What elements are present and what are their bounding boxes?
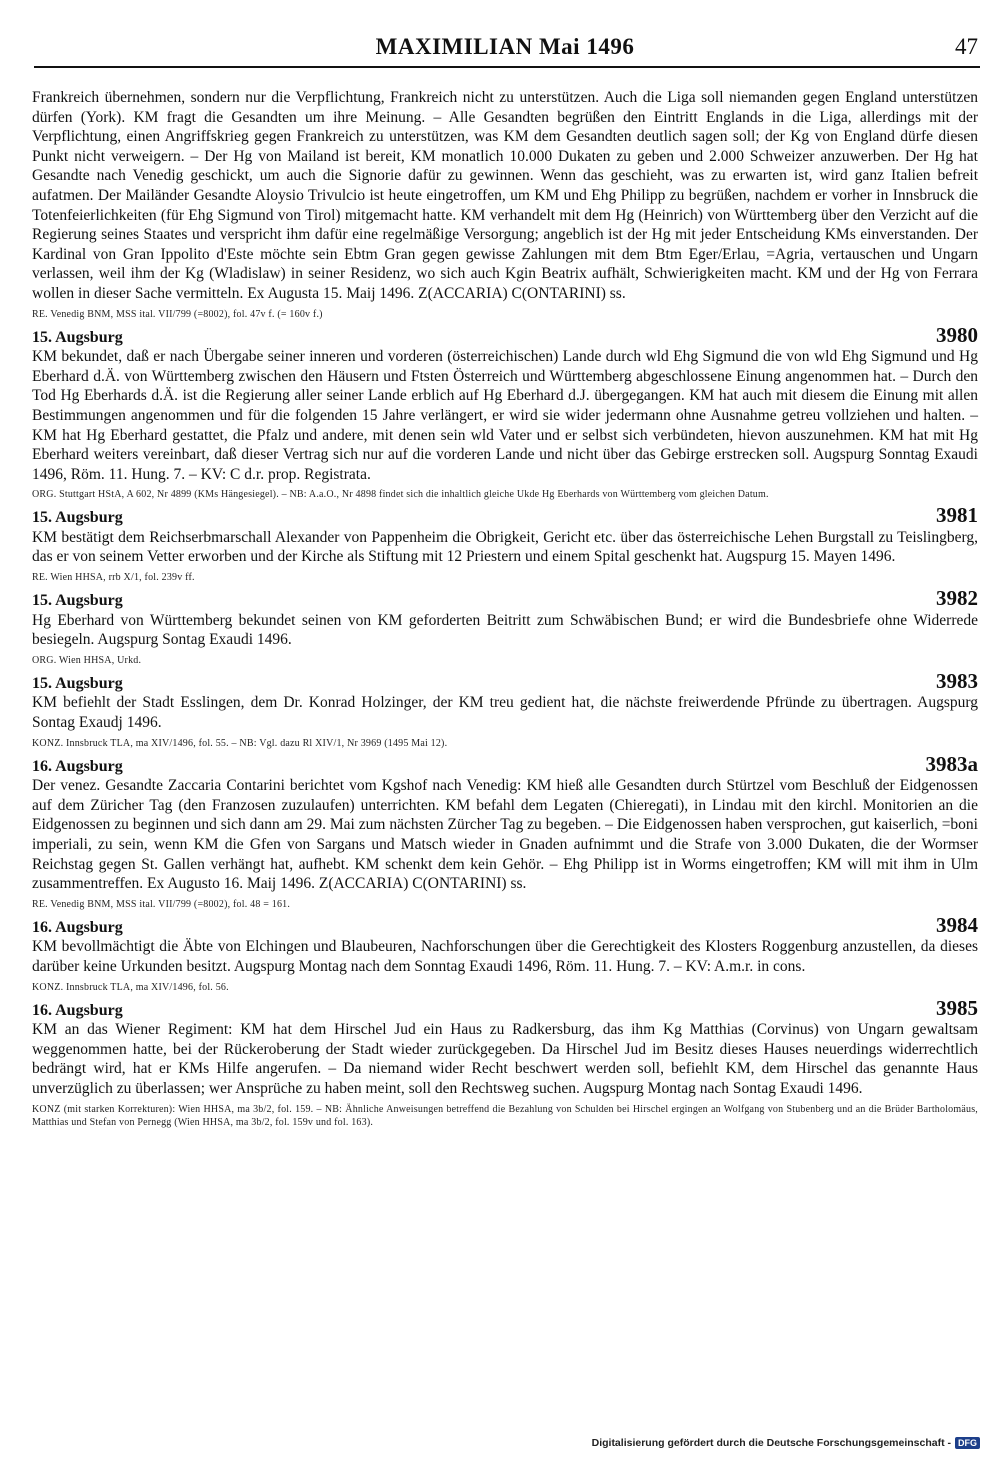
entry-source: KONZ (mit starken Korrekturen): Wien HHSA, ma 3b/2, fol. 159. – NB: Ähnliche Anweisungen betreffend die Bezahlung von Schulden bei Hirschel ergingen an Wolfgang von Stubenberg und an die Brüder Bartholomäus, Matthias und Stefan von Pernegg (Wien HHSA, ma 3b/2, fol. 159v und fol. 163). [32,1103,978,1128]
entry-3981 [32,503,978,584]
entry-text: Hg Eberhard von Württemberg bekundet seinen von KM geforderten Beitritt zum Schwäbischen Bund; er wird die Bundesbriefe ohne Widerrede besiegeln. Augspurg Sontag Exaudi 1496. [32,611,978,649]
entry-number: 3981 [936,503,978,528]
entry-text: Der venez. Gesandte Zaccaria Contarini berichtet vom Kgshof nach Venedig: KM hieß alle Gesandten durch Stürtzel vom Beschluß der Eidgenossen auf dem Züricher Tag (den Franzosen zuzulaufen) unterrichten. KM befahl dem Legaten (Chieregati), in Lindau mit den kirchl. Monitorien an die Eidgenossen zu beginnen und sich dann am 29. Mai zum nächsten Zürcher Tag zu begeben. – Die Eidgenossen haben versprochen, gut kaiserlich, =boni imperiali, zu sein, wenn KM die Gfen von Sargans und Matsch wieder in Gnaden aufnimmt und die Strafe von 3.000 Dukaten, die der Wormser Reichstag gegen St. Gallen verhängt hat, aufhebt. KM schenkt dem kein Gehör. – Ehg Philipp ist in Worms eingetroffen; KM will mit ihm in Ulm zusammentreffen. Ex Augusto 16. Maij 1496. Z(ACCARIA) C(ONTARINI) ss. [32,777,978,893]
entry-3985 [32,995,978,1129]
entry-source: ORG. Stuttgart HStA, A 602, Nr 4899 (KMs Hängesiegel). – NB: A.a.O., Nr 4898 findet sich die inhaltlich gleiche Ukde Hg Eberhards von Württemberg vom gleichen Datum. [32,489,769,501]
page-body [32,88,978,1134]
entry-heading [32,668,978,694]
entry-number: 3980 [936,322,978,347]
intro-text: Frankreich übernehmen, sondern nur die Verpflichtung, Frankreich nicht zu unterstützen. Auch die Liga soll niemanden gegen England unterstützen dürfen (York). KM fragt die Gesandten um ihre Meinung. – Alle Gesandten begrüßen den Eintritt Englands in die Liga, allerdings mit der Verpflichtung, einen Angriffskrieg gegen Frankreich zu unterstützen, was KM dem Gesandten deutlich sagen soll; der Kg von England dürfe diesen Punkt nicht verweigern. – Der Hg von Mailand ist bereit, KM monatlich 10.000 Dukaten zu geben und 2.000 Schweizer anzuwerben. Der Hg hat Gesandte nach Venedig geschickt, um auch die Signorie dafür zu gewinnen. Wenn das geschieht, was zu erwarten ist, wird ganz Italien befreit aufatmen. Der Mailänder Gesandte Aloysio Trivulcio ist heute eingetroffen, um KM und Ehg Philipp zu begrüßen, nachdem er vorher in Innsbruck die Totenfeierlichkeiten (für Ehg Sigmund von Tirol) mitgemacht hatte. KM verhandelt mit dem Hg (Heinrich) von Württemberg über den Verzicht auf die Regierung seines Staates und verspricht ihm dafür eine regelmäßige Versorgung; angeblich ist der Hg mit jeder Entscheidung KMs einverstanden. Der Kardinal von Gran Ippolito d'Este möchte sein Ebtm Gran gegen gewisse Zahlungen mit dem Btm Eger/Erlau, =Agria, vertauschen und Ungarn verlassen, weil ihm der Kg (Wladislaw) in seiner Residenz, wo sich auch Kgin Beatrix aufhält, Schwierigkeiten macht. KM und der Hg von Ferrara wollen in dieser Sache vermitteln. Ex Augusta 15. Maij 1496. Z(ACCARIA) C(ONTARINI) ss. [32,89,978,302]
entry-date: 15. Augsburg [32,509,123,527]
intro-source: RE. Venedig BNM, MSS ital. VII/799 (=8002), fol. 47v f. (= 160v f.) [32,308,323,320]
entry-3983a [32,751,978,911]
entry-source: KONZ. Innsbruck TLA, ma XIV/1496, fol. 55. – NB: Vgl. dazu Rl XIV/1, Nr 3969 (1495 Mai 12). [32,737,448,749]
entry-date: 16. Augsburg [32,757,123,775]
entry-date: 15. Augsburg [32,328,123,346]
entry-3980 [32,322,978,502]
dfg-logo: DFG [955,1437,980,1449]
entry-date: 15. Augsburg [32,592,123,610]
running-title: MAXIMILIAN Mai 1496 [375,34,635,59]
page-header [30,30,980,70]
footer-text: Digitalisierung gefördert durch die Deutsche Forschungsgemeinschaft - [591,1437,951,1449]
entry-heading [32,503,978,528]
entry-heading [32,751,978,777]
entry-number: 3983a [925,751,978,776]
entry-text: KM bevollmächtigt die Äbte von Elchingen und Blaubeuren, Nachforschungen über die Gerechtigkeit des Klosters Roggenburg anzustellen, da dieses darüber keine Urkunden besitzt. Augspurg Montag nach dem Sonntag Exaudi 1496, Röm. 11. Hung. 7. – KV: A.m.r. in cons. [32,938,978,975]
entry-source: RE. Wien HHSA, rrb X/1, fol. 239v ff. [32,572,195,584]
entry-number: 3985 [936,995,978,1020]
entry-3982 [32,586,978,667]
entry-3984 [32,912,978,994]
entry-text: KM befiehlt der Stadt Esslingen, dem Dr. Konrad Holzinger, der KM treu gedient hat, die nächste freiwerdende Pfründe zu übertragen. Augspurg Sontag Exaudj 1496. [32,694,978,732]
digitization-footer [592,1437,980,1449]
entry-number: 3984 [936,912,978,937]
entry-heading [32,322,978,348]
page-number: 47 [955,34,978,59]
entry-heading [32,995,978,1021]
entry-text: KM bestätigt dem Reichserbmarschall Alexander von Pappenheim die Obrigkeit, Gericht etc. über das österreichische Lehen Burgstall zu Teislingberg, das er von seinem Vetter erworben und der Kirche als Stiftung mit 12 Priestern und einem Spital geschenkt hat. Augspurg 15. Mayen 1496. [32,528,978,566]
entry-number: 3982 [936,586,978,611]
entry-source: KONZ. Innsbruck TLA, ma XIV/1496, fol. 56. [32,981,229,993]
entry-3983 [32,668,978,750]
header-rule [34,66,980,68]
entry-date: 16. Augsburg [32,918,123,936]
entry-source: RE. Venedig BNM, MSS ital. VII/799 (=8002), fol. 48 = 161. [32,898,291,910]
entry-heading [32,586,978,611]
entry-source: ORG. Wien HHSA, Urkd. [32,654,142,666]
entry-text: KM bekundet, daß er nach Übergabe seiner inneren und vorderen (österreichischen) Lande durch wld Ehg Sigmund die von wld Ehg Sigmund und Hg Eberhard d.Ä. von Württemberg zwischen den Häusern und Ftsten Österreich und Württemberg abgeschlossene Einung angenommen hat. – Durch den Tod Hg Eberhards d.Ä. ist die Regierung aller seiner Lande erblich auf Hg Eberhard d.J. übergegangen. KM hat auch mit diesem die Einung mit allen Bestimmungen angenommen und für die folgenden 15 Jahre verlängert, er wird sie wider jedermann ohne Ausnahme getreu vollziehen und halten. – KM hat Hg Eberhard gestattet, die Pfalz und andere, mit denen sein wld Vater und er selbst sich verbündeten, hievon auszunehmen. KM hat mit Hg Eberhard weiters vereinbart, daß dieser Vertrag sich nur auf die vorderen Lande und nicht über das Gebirge erstrecken soll. Augspurg Sonntag Exaudi 1496, Röm. 11. Hung. 7. – KV: C d.r. prop. Registrata. [32,348,978,483]
entry-number: 3983 [936,668,978,693]
entry-heading [32,912,978,938]
entry-date: 15. Augsburg [32,674,123,692]
entry-date: 16. Augsburg [32,1001,123,1019]
entry-text: KM an das Wiener Regiment: KM hat dem Hirschel Jud ein Haus zu Radkersburg, das ihm Kg Matthias (Corvinus) von Ungarn gewaltsam weggenommen hatte, bei der Rückeroberung der Stadt wieder zurückgegeben. Da Hirschel Jud im Besitz dieses Hauses neuerdings widerrechtlich bedrängt wird, hat er KMs Hilfe angerufen. – Da niemand wider Recht beschwert werden soll, befiehlt KM, dem Hirschel das genannte Haus unverzüglich zu überlassen; wer Ansprüche zu haben meint, soll den Rechtsweg suchen. Augspurg Montag nach Sontag Exaudi 1496. [32,1021,978,1097]
